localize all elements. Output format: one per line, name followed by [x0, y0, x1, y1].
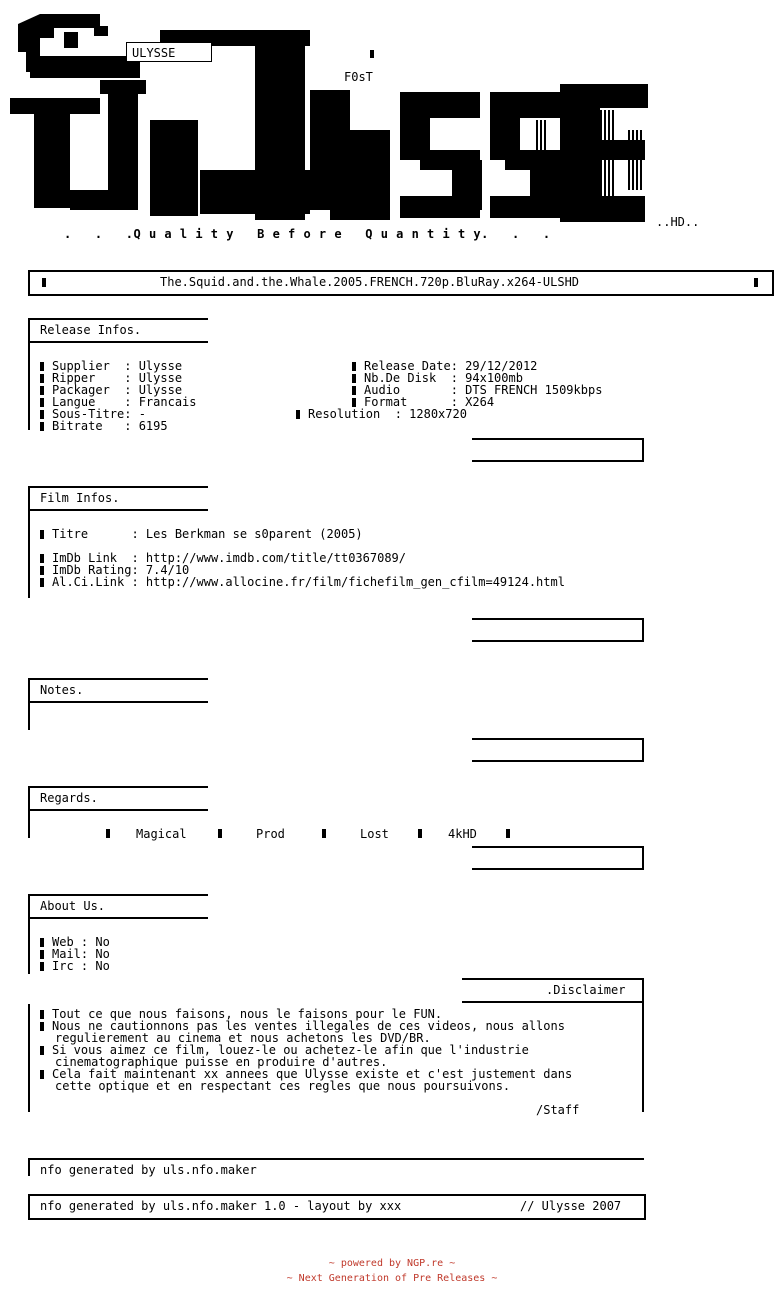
copyright: // Ulysse 2007	[520, 1199, 622, 1213]
disclaimer-item: Si vous aimez ce film, louez-le ou achetez-le afin que l'industrie	[40, 1044, 572, 1056]
generated-short: nfo generated by uls.nfo.maker	[40, 1163, 257, 1177]
logo-tag: ULYSSE	[132, 46, 176, 60]
about-mail: Mail: No	[40, 948, 110, 960]
footer-powered-by: ~ powered by NGP.re ~	[328, 1258, 456, 1269]
disclaimer-item-cont: cinematographique puisse en produire d'autres.	[55, 1055, 388, 1069]
notes-header: Notes.	[40, 683, 84, 697]
disclaimer-header: .Disclaimer	[546, 983, 626, 997]
film-imdb-link[interactable]: ImDb Link : http://www.imdb.com/title/tt0367089/	[40, 552, 565, 564]
generated-full: nfo generated by uls.nfo.maker 1.0 - layout by xxx	[40, 1199, 402, 1213]
info-bitrate: Bitrate : 6195	[40, 420, 197, 432]
film-titre: Titre : Les Berkman se s0parent (2005)	[40, 528, 363, 540]
release-infos-right	[352, 360, 602, 408]
info-resolution: Resolution : 1280x720	[296, 408, 467, 420]
release-name: The.Squid.and.the.Whale.2005.FRENCH.720p.BluRay.x264-ULSHD	[160, 275, 580, 289]
about-web: Web : No	[40, 936, 110, 948]
info-release-date: Release Date: 29/12/2012	[352, 360, 602, 372]
film-imdb-rating: ImDb Rating: 7.4/10	[40, 564, 565, 576]
logo-slogan: . . .Q u a l i t y B e f o r e Q u a n t i t y. . .	[64, 227, 551, 241]
regards-magical: Magical	[136, 827, 187, 841]
ulysse-ascii-logo-art	[0, 0, 784, 230]
disclaimer-items	[40, 1008, 572, 1092]
about-irc: Irc : No	[40, 960, 110, 972]
release-infos-left	[40, 360, 197, 432]
regards-4khd: 4kHD	[448, 827, 477, 841]
info-nb-disk: Nb.De Disk : 94x100mb	[352, 372, 602, 384]
disclaimer-item-cont: regulierement au cinema et nous achetons les DVD/BR.	[55, 1031, 431, 1045]
film-allocine-link[interactable]: Al.Ci.Link : http://www.allocine.fr/film/fichefilm_gen_cfilm=49124.html	[40, 576, 565, 588]
info-sous-titre: Sous-Titre: -	[40, 408, 197, 420]
disclaimer-item: Nous ne cautionnons pas les ventes illegales de ces videos, nous allons	[40, 1020, 572, 1032]
info-langue: Langue : Francais	[40, 396, 197, 408]
footer-ngp: ~ Next Generation of Pre Releases ~	[286, 1273, 498, 1284]
info-packager: Packager : Ulysse	[40, 384, 197, 396]
disclaimer-signature: /Staff	[536, 1103, 580, 1117]
info-ripper: Ripper : Ulysse	[40, 372, 197, 384]
about-lines	[40, 936, 110, 972]
info-format: Format : X264	[352, 396, 602, 408]
logo-fost: F0sT	[344, 70, 373, 84]
info-audio: Audio : DTS FRENCH 1509kbps	[352, 384, 602, 396]
bar-right-marker	[754, 278, 758, 287]
bar-left-marker	[42, 278, 46, 287]
regards-lost: Lost	[360, 827, 389, 841]
regards-prod: Prod	[256, 827, 285, 841]
disclaimer-item-cont: cette optique et en respectant ces regles que nous poursuivons.	[55, 1079, 511, 1093]
release-infos-header: Release Infos.	[40, 323, 142, 337]
film-links	[40, 552, 565, 588]
disclaimer-item: Tout ce que nous faisons, nous le faisons pour le FUN.	[40, 1008, 572, 1020]
film-infos-header: Film Infos.	[40, 491, 120, 505]
regards-header: Regards.	[40, 791, 98, 805]
info-supplier: Supplier : Ulysse	[40, 360, 197, 372]
ulysse-logo	[0, 0, 784, 245]
about-header: About Us.	[40, 899, 106, 913]
logo-hd: ..HD..	[656, 215, 700, 229]
disclaimer-item: Cela fait maintenant xx annees que Ulysse existe et c'est justement dans	[40, 1068, 572, 1080]
